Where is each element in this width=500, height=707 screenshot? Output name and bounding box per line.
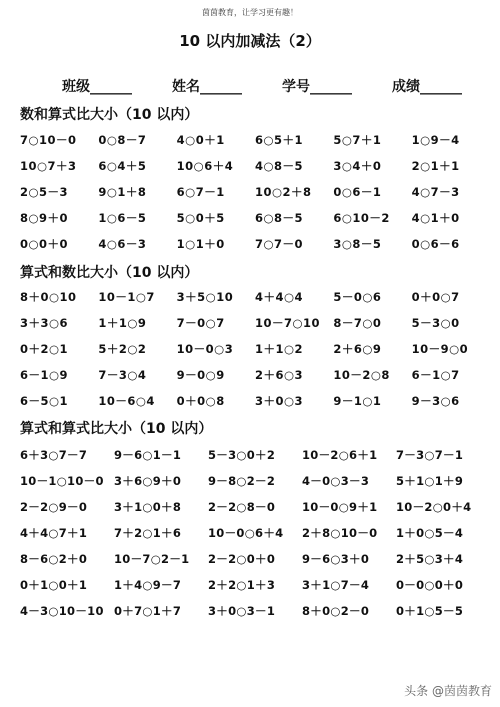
problem: 8○9＋0 [20, 211, 69, 225]
problem: 5＋2○2 [98, 342, 147, 356]
footer-watermark [404, 682, 492, 699]
problem: 6○5＋1 [254, 133, 304, 147]
problem: 7－3○7－1 [396, 448, 464, 462]
problem: 2＋8○10－0 [302, 526, 378, 540]
problem: 1＋1○2 [254, 342, 304, 356]
problem: 3＋0○3 [254, 394, 304, 408]
problem: 3＋1○0＋8 [114, 500, 182, 514]
problem: 3○4＋0 [333, 159, 382, 173]
problem-row [20, 388, 490, 414]
score-field: 成绩______ [392, 79, 462, 95]
problem-row [20, 362, 490, 388]
problem-row [20, 468, 490, 494]
problem-row [20, 284, 490, 310]
problem: 6＋3○7－7 [20, 448, 88, 462]
worksheet-title: 10 以内加减法（2） [179, 32, 321, 50]
problem: 10－6○4 [98, 394, 155, 408]
problem: 1○9－4 [411, 133, 460, 147]
problem: 10－0○9＋1 [302, 500, 378, 514]
problem-row [20, 572, 490, 598]
section-heading: 算式和算式比大小（10 以内） [20, 421, 213, 437]
problem-row [20, 205, 490, 231]
problem-row [20, 127, 490, 153]
problem-grid [20, 127, 490, 257]
problem: 1○6－5 [98, 211, 147, 225]
problem: 9－6○3＋0 [302, 552, 370, 566]
problem: 3＋5○10 [176, 290, 234, 304]
problem: 0＋0○7 [411, 290, 460, 304]
problem: 2○1＋1 [411, 159, 460, 173]
problem: 0＋1○0＋1 [20, 578, 88, 592]
problem: 0○6－1 [333, 185, 382, 199]
problem: 4－0○3－3 [302, 474, 370, 488]
problem: 0＋2○1 [20, 342, 69, 356]
problem: 2－2○9－0 [20, 500, 88, 514]
problem: 3＋1○7－4 [302, 578, 370, 592]
problem-row [20, 153, 490, 179]
problem: 9－0○9 [176, 368, 225, 382]
problem: 10－1○10－0 [20, 474, 104, 488]
problem-row [20, 546, 490, 572]
problem: 5○7＋1 [333, 133, 382, 147]
problem: 1＋1○9 [98, 316, 147, 330]
problem: 1○1＋0 [176, 237, 225, 251]
problem: 2＋5○3＋4 [396, 552, 464, 566]
problem: 7○7－0 [254, 237, 304, 251]
problem: 4○8－5 [254, 159, 304, 173]
problem: 10○6＋4 [176, 159, 234, 173]
problem: 0○0＋0 [20, 237, 69, 251]
problem: 10－7○10 [254, 316, 321, 330]
problem: 0＋1○5－5 [396, 604, 464, 618]
problem: 10○2＋8 [254, 185, 312, 199]
problem: 5＋1○1＋9 [396, 474, 464, 488]
problem: 3＋3○6 [20, 316, 69, 330]
problem: 8＋0○10 [20, 290, 77, 304]
problem: 6○10－2 [333, 211, 390, 225]
problem: 3＋0○3－1 [208, 604, 276, 618]
problem: 10－0○3 [176, 342, 234, 356]
student-number-field: 学号______ [282, 79, 352, 95]
problem: 9－6○1－1 [114, 448, 182, 462]
tagline: 茵茵教育，让学习更有趣！ [202, 8, 298, 17]
problem-grid [20, 442, 490, 624]
name-field: 姓名______ [172, 79, 242, 95]
problem: 2＋2○1＋3 [208, 578, 276, 592]
problem: 4○6－3 [98, 237, 147, 251]
problem: 5○0＋5 [176, 211, 225, 225]
problem-row [20, 336, 490, 362]
problem: 0○6－6 [411, 237, 460, 251]
problem: 7－3○4 [98, 368, 147, 382]
problem: 4＋4○7＋1 [20, 526, 88, 540]
problem: 10－2○0＋4 [396, 500, 472, 514]
section-heading: 数和算式比大小（10 以内） [20, 107, 199, 123]
problem: 10○7＋3 [20, 159, 77, 173]
problem: 8－6○2＋0 [20, 552, 88, 566]
problem: 2○5－3 [20, 185, 69, 199]
problem: 5－3○0 [411, 316, 460, 330]
problem: 6○8－5 [254, 211, 304, 225]
problem: 4○1＋0 [411, 211, 460, 225]
watermark-text: 头条 @茵茵教育 [404, 684, 492, 698]
problem: 0＋0○8 [176, 394, 225, 408]
problem: 8－7○0 [333, 316, 382, 330]
problem: 9－8○2－2 [208, 474, 276, 488]
student-info-line [62, 76, 462, 96]
problem: 7＋2○1＋6 [114, 526, 182, 540]
problem: 7－0○7 [176, 316, 225, 330]
problem-row [20, 442, 490, 468]
problem: 4＋4○4 [254, 290, 304, 304]
problem-row [20, 494, 490, 520]
problem-row [20, 179, 490, 205]
problem: 0＋7○1＋7 [114, 604, 182, 618]
problem: 6－1○7 [411, 368, 460, 382]
problem: 4○7－3 [411, 185, 460, 199]
problem: 6－5○1 [20, 394, 69, 408]
problem: 2＋6○3 [254, 368, 304, 382]
problem: 7○10－0 [20, 133, 77, 147]
problem: 6○4＋5 [98, 159, 147, 173]
problem: 5－3○0＋2 [208, 448, 276, 462]
problem: 0○8－7 [98, 133, 147, 147]
problem: 6○7－1 [176, 185, 225, 199]
problem: 10－0○6＋4 [208, 526, 284, 540]
problem: 10－1○7 [98, 290, 155, 304]
problem: 5－0○6 [333, 290, 382, 304]
problem: 2－2○8－0 [208, 500, 276, 514]
problem: 10－7○2－1 [114, 552, 190, 566]
problem: 9－3○6 [411, 394, 460, 408]
problem-row [20, 310, 490, 336]
problem: 3○8－5 [333, 237, 382, 251]
problem: 1＋0○5－4 [396, 526, 464, 540]
problem: 6－1○9 [20, 368, 69, 382]
problem: 1＋4○9－7 [114, 578, 182, 592]
problem: 2＋6○9 [333, 342, 382, 356]
section-heading: 算式和数比大小（10 以内） [20, 265, 199, 281]
problem-row [20, 598, 490, 624]
problem: 10－2○6＋1 [302, 448, 378, 462]
problem: 3＋6○9＋0 [114, 474, 182, 488]
problem: 2－2○0＋0 [208, 552, 276, 566]
problem-row [20, 520, 490, 546]
problem: 10－2○8 [333, 368, 390, 382]
problem-grid [20, 284, 490, 414]
problem: 10－9○0 [411, 342, 469, 356]
class-field: 班级______ [62, 79, 132, 95]
problem: 0－0○0＋0 [396, 578, 464, 592]
problem-row [20, 231, 490, 257]
problem: 8＋0○2－0 [302, 604, 370, 618]
problem: 4－3○10－10 [20, 604, 104, 618]
problem: 4○0＋1 [176, 133, 225, 147]
problem: 9○1＋8 [98, 185, 147, 199]
problem: 9－1○1 [333, 394, 382, 408]
